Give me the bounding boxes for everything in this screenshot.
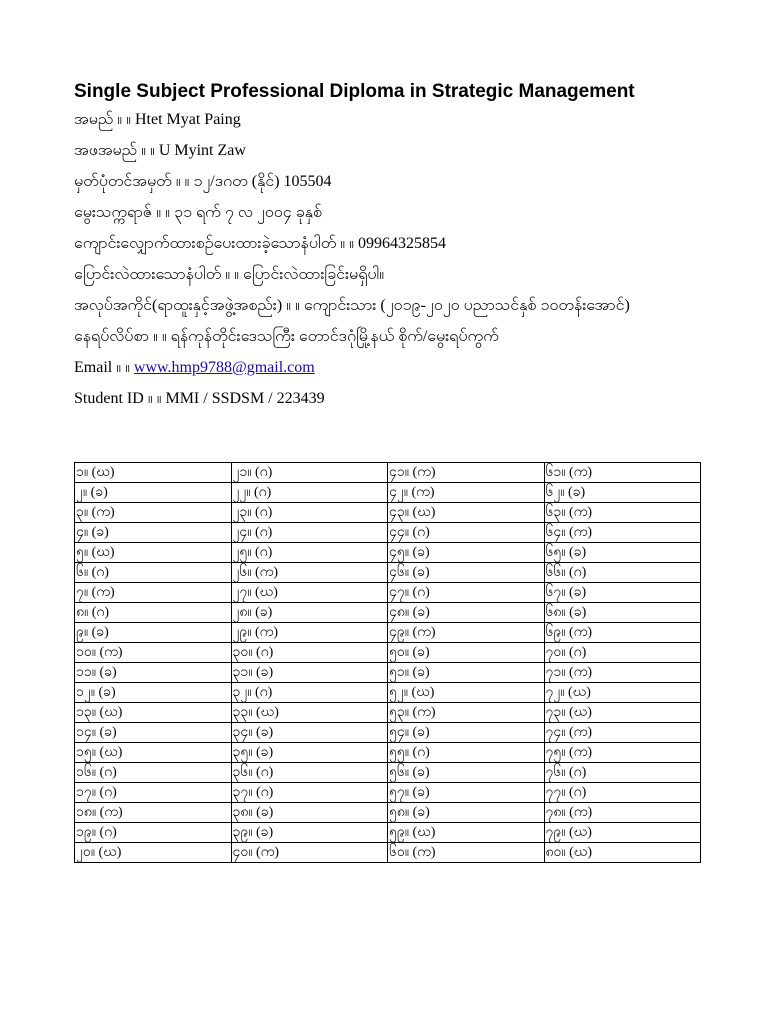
answer-cell: ၂၂။ (ဂ) — [231, 483, 388, 503]
answer-cell: ၁၇။ (ဂ) — [75, 783, 232, 803]
answer-cell: ၅။ (ဃ) — [75, 543, 232, 563]
answer-cell: ၃၉။ (ခ) — [231, 823, 388, 843]
answer-cell: ၆၆။ (ဂ) — [544, 563, 701, 583]
answer-cell: ၅၄။ (ခ) — [388, 723, 545, 743]
field-label: မွေးသက္ကရာဇ် — [74, 204, 153, 221]
field-separator: ။ ။ — [141, 142, 155, 159]
answer-cell: ၁၀။ (က) — [75, 643, 232, 663]
answer-cell: ၆၅။ (ခ) — [544, 543, 701, 563]
field-separator: ။ ။ — [340, 235, 354, 252]
field-separator: ။ ။ — [116, 359, 130, 376]
field-value: ရန်ကုန်တိုင်းဒေသကြီး တောင်ဒဂုံမြို့နယ် စိုက်/မွေးရပ်ကွက် — [170, 328, 499, 345]
field-label: ပြောင်းလဲထားသောနံပါတ် — [74, 266, 222, 283]
answer-cell: ၈၀။ (ဃ) — [544, 843, 701, 863]
answer-cell: ၅၉။ (ဃ) — [388, 823, 545, 843]
field-occupation — [74, 296, 704, 316]
answer-cell: ၆၈။ (ခ) — [544, 603, 701, 623]
answer-cell: ၇၃။ (ဃ) — [544, 703, 701, 723]
answer-cell: ၆၂။ (ခ) — [544, 483, 701, 503]
answer-cell: ၁၅။ (ဃ) — [75, 743, 232, 763]
answer-cell: ၇၈။ (က) — [544, 803, 701, 823]
table-row — [75, 783, 701, 803]
document-title: Single Subject Professional Diploma in Strategic Management — [74, 81, 635, 102]
answer-cell: ၄၈။ (ခ) — [388, 603, 545, 623]
field-separator: ။ ။ — [225, 266, 239, 283]
answer-cell: ၄၅။ (ခ) — [388, 543, 545, 563]
answer-cell: ၇၁။ (က) — [544, 663, 701, 683]
field-label: နေရပ်လိပ်စာ — [74, 328, 149, 345]
document-page — [74, 78, 704, 420]
answer-cell: ၂၄။ (ဂ) — [231, 523, 388, 543]
answer-cell: ၃၈။ (ခ) — [231, 803, 388, 823]
answer-cell: ၄၀။ (က) — [231, 843, 388, 863]
table-row — [75, 623, 701, 643]
answer-cell: ၉။ (ခ) — [75, 623, 232, 643]
field-date-of-birth — [74, 203, 704, 223]
table-row — [75, 803, 701, 823]
table-row — [75, 583, 701, 603]
answer-cell: ၃၃။ (ဃ) — [231, 703, 388, 723]
answer-cell: ၃၂။ (ဂ) — [231, 683, 388, 703]
table-row — [75, 823, 701, 843]
answer-table-body — [75, 463, 701, 863]
answer-cell: ၄၁။ (က) — [388, 463, 545, 483]
answer-cell: ၂။ (ခ) — [75, 483, 232, 503]
answer-cell: ၇။ (က) — [75, 583, 232, 603]
answer-cell: ၈။ (ဂ) — [75, 603, 232, 623]
answer-cell: ၁၄။ (ခ) — [75, 723, 232, 743]
answer-cell: ၆၇။ (ခ) — [544, 583, 701, 603]
answer-cell: ၂၈။ (ခ) — [231, 603, 388, 623]
answer-cell: ၄။ (ခ) — [75, 523, 232, 543]
field-father-name — [74, 141, 704, 161]
answer-cell: ၇၇။ (ဂ) — [544, 783, 701, 803]
answer-cell: ၅၇။ (ခ) — [388, 783, 545, 803]
answer-cell: ၄၄။ (ဂ) — [388, 523, 545, 543]
answer-cell: ၆၁။ (က) — [544, 463, 701, 483]
answer-cell: ၄၃။ (ဃ) — [388, 503, 545, 523]
answer-cell: ၂၆။ (က) — [231, 563, 388, 583]
field-separator: ။ ။ — [147, 390, 162, 407]
table-row — [75, 523, 701, 543]
field-label: ကျောင်းလျှောက်ထားစဉ်ပေးထားခဲ့သောနံပါတ် — [74, 235, 337, 252]
table-row — [75, 543, 701, 563]
table-row — [75, 723, 701, 743]
answer-cell: ၅၂။ (ဃ) — [388, 683, 545, 703]
answer-cell: ၁၂။ (ခ) — [75, 683, 232, 703]
answer-cell: ၆၉။ (က) — [544, 623, 701, 643]
answer-cell: ၂၅။ (ဂ) — [231, 543, 388, 563]
answer-cell: ၃၄။ (ခ) — [231, 723, 388, 743]
answer-cell: ၃၆။ (ဂ) — [231, 763, 388, 783]
table-row — [75, 763, 701, 783]
answer-cell: ၃၀။ (ဂ) — [231, 643, 388, 663]
table-row — [75, 743, 701, 763]
answer-cell: ၂၁။ (ဂ) — [231, 463, 388, 483]
field-value: ကျောင်းသား (၂၀၁၉-၂၀၂၀ ပညာသင်နှစ် ၁၀တန်းအောင်) — [303, 297, 630, 314]
field-label: မှတ်ပုံတင်အမှတ် — [74, 173, 172, 190]
answer-cell: ၅၁။ (ခ) — [388, 663, 545, 683]
field-value: U Myint Zaw — [158, 142, 246, 159]
table-row — [75, 463, 701, 483]
table-row — [75, 683, 701, 703]
field-value: ၃၁ ရက် ၇ လ ၂၀၀၄ ခုနှစ် — [173, 204, 322, 221]
answer-cell: ၂၇။ (ဃ) — [231, 583, 388, 603]
table-row — [75, 643, 701, 663]
answer-cell: ၂၉။ (က) — [231, 623, 388, 643]
answer-cell: ၄၇။ (ဂ) — [388, 583, 545, 603]
table-row — [75, 843, 701, 863]
answer-cell: ၇၅။ (က) — [544, 743, 701, 763]
field-label: အမည် — [74, 111, 114, 128]
field-name — [74, 110, 704, 130]
field-value: ၁၂/ဒဂတ (နိုင်) 105504 — [193, 173, 332, 190]
table-row — [75, 503, 701, 523]
answer-cell: ၄၆။ (ခ) — [388, 563, 545, 583]
answer-cell: ၇၀။ (ဂ) — [544, 643, 701, 663]
answer-cell: ၃၇။ (ဂ) — [231, 783, 388, 803]
table-row — [75, 483, 701, 503]
field-label: Email — [74, 359, 113, 376]
field-value: MMI / SSDSM / 223439 — [165, 390, 325, 407]
field-changed-phone — [74, 265, 704, 285]
field-separator: ။ ။ — [117, 111, 131, 128]
answer-cell: ၇၉။ (ဃ) — [544, 823, 701, 843]
field-separator: ။ ။ — [156, 204, 170, 221]
answer-cell: ၅၃။ (က) — [388, 703, 545, 723]
answer-cell: ၄၉။ (က) — [388, 623, 545, 643]
answer-cell: ၃၅။ (ခ) — [231, 743, 388, 763]
field-value: Htet Myat Paing — [134, 111, 241, 128]
answer-cell: ၂၃။ (ဂ) — [231, 503, 388, 523]
answer-cell: ၄၂။ (က) — [388, 483, 545, 503]
field-email — [74, 358, 704, 378]
answer-cell: ၁၆။ (ဂ) — [75, 763, 232, 783]
email-link[interactable]: www.hmp9788@gmail.com — [133, 359, 315, 376]
table-row — [75, 563, 701, 583]
answer-cell: ၅၅။ (ဂ) — [388, 743, 545, 763]
answer-cell: ၆၄။ (က) — [544, 523, 701, 543]
answer-cell: ၆၀။ (က) — [388, 843, 545, 863]
field-separator: ။ ။ — [175, 173, 190, 190]
field-label: Student ID — [74, 390, 144, 407]
answer-cell: ၇၆။ (ဂ) — [544, 763, 701, 783]
field-value: 09964325854 — [357, 235, 446, 252]
table-row — [75, 703, 701, 723]
answer-cell: ၅၆။ (ခ) — [388, 763, 545, 783]
answer-cell: ၁။ (ဃ) — [75, 463, 232, 483]
answer-cell: ၁၃။ (ဃ) — [75, 703, 232, 723]
answer-cell: ၃။ (က) — [75, 503, 232, 523]
answer-cell: ၁၁။ (ခ) — [75, 663, 232, 683]
field-separator: ။ ။ — [286, 297, 300, 314]
field-separator: ။ ။ — [152, 328, 167, 345]
answer-cell: ၃၁။ (ခ) — [231, 663, 388, 683]
answer-cell: ၆၃။ (က) — [544, 503, 701, 523]
table-row — [75, 663, 701, 683]
field-nrc-number — [74, 172, 704, 192]
table-row — [75, 603, 701, 623]
answer-cell: ၁၈။ (က) — [75, 803, 232, 823]
answer-cell: ၅၀။ (ခ) — [388, 643, 545, 663]
field-label: အဖအမည် — [74, 142, 138, 159]
field-registered-phone — [74, 234, 704, 254]
answer-cell: ၇၄။ (က) — [544, 723, 701, 743]
field-label: အလုပ်အကိုင်(ရာထူးနှင့်အဖွဲ့အစည်း) — [74, 297, 283, 314]
answer-cell: ၁၉။ (ဂ) — [75, 823, 232, 843]
answer-cell: ၂၀။ (ဃ) — [75, 843, 232, 863]
answer-cell: ၆။ (ဂ) — [75, 563, 232, 583]
answer-table — [74, 462, 701, 863]
field-student-id — [74, 389, 704, 409]
field-value: ပြောင်းလဲထားခြင်းမရှိပါ။ — [242, 266, 385, 283]
field-address — [74, 327, 704, 347]
answer-cell: ၇၂။ (ဃ) — [544, 683, 701, 703]
answer-cell: ၅၈။ (ခ) — [388, 803, 545, 823]
